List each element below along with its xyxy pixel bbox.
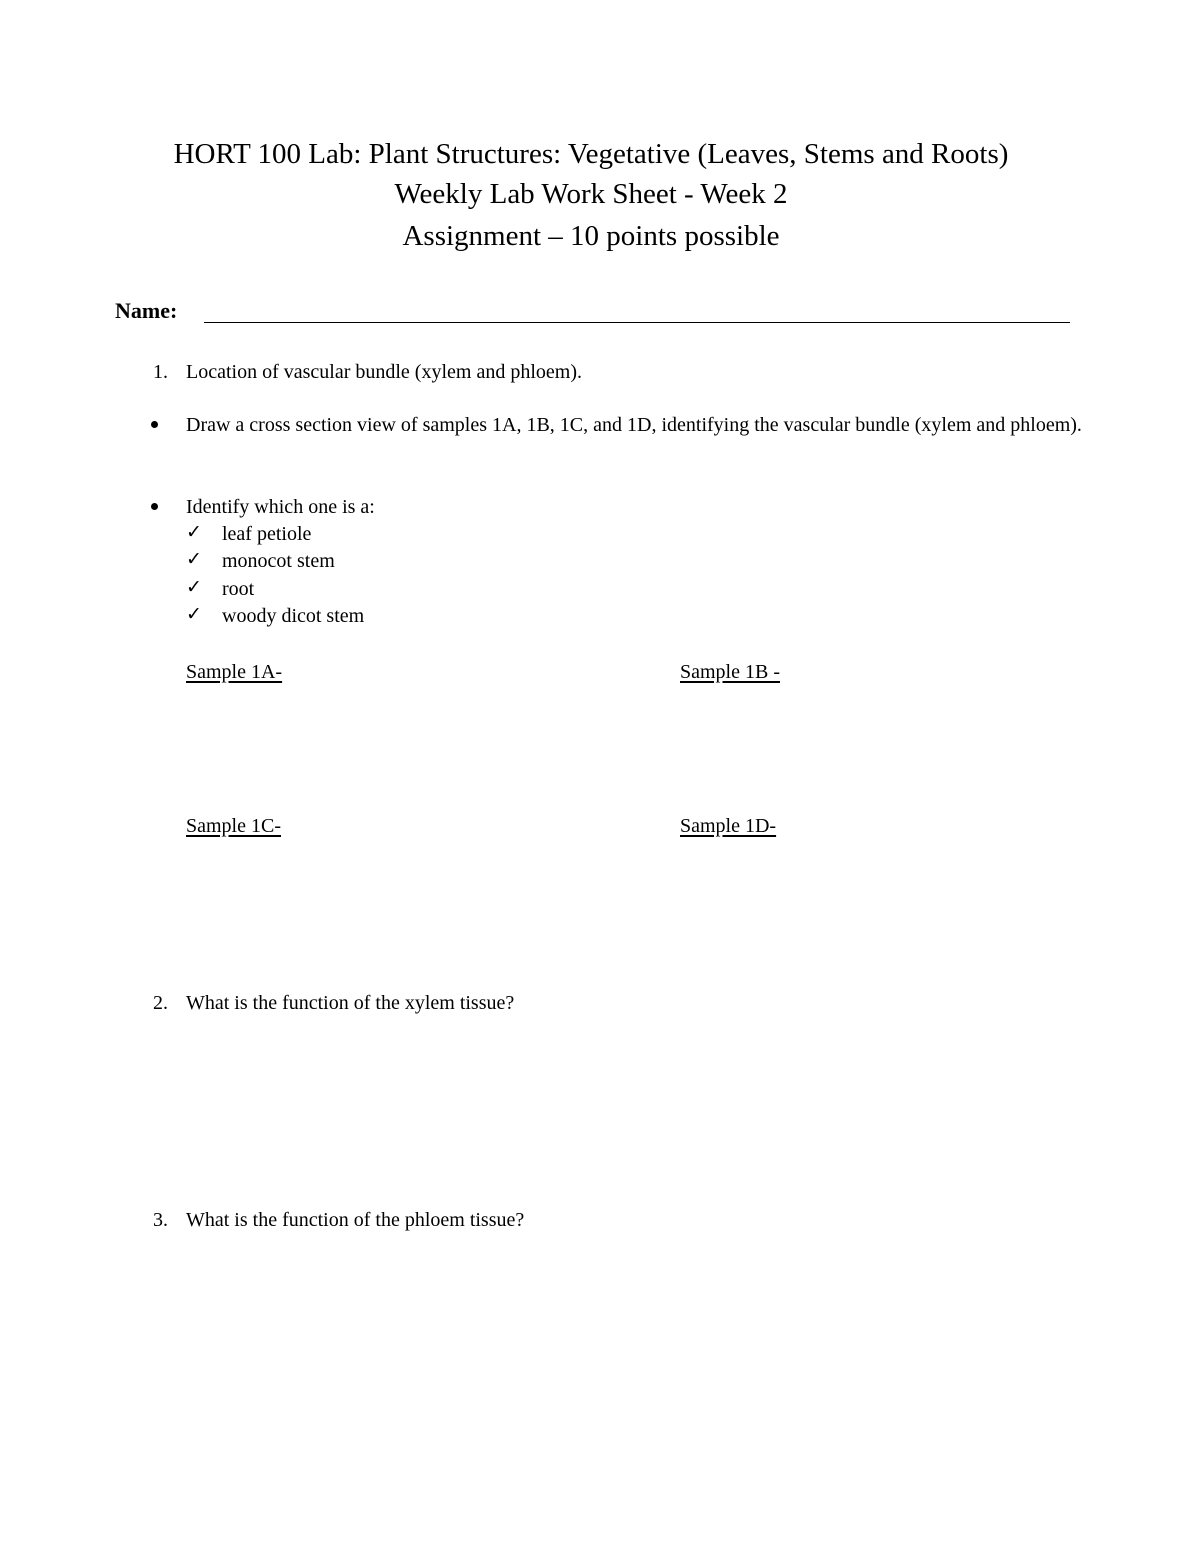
question-2-number: 2.	[153, 992, 168, 1014]
name-label: Name:	[115, 298, 178, 323]
check-item-woody-dicot-stem: woody dicot stem	[222, 605, 365, 627]
question-3-text: What is the function of the phloem tissue?	[186, 1209, 525, 1231]
bullet-draw-cross-section: Draw a cross section view of samples 1A, 1B, 1C, and 1D, identifying the vascular bundle (xylem and phloem).	[186, 414, 1082, 436]
question-2-text: What is the function of the xylem tissue?	[186, 992, 515, 1014]
check-item-leaf-petiole: leaf petiole	[222, 523, 312, 545]
checkmark-icon: ✓	[186, 577, 202, 598]
bullet-dot	[151, 503, 158, 510]
check-item-monocot-stem: monocot stem	[222, 550, 335, 572]
question-3-number: 3.	[153, 1209, 168, 1231]
sample-1c-label: Sample 1C-	[186, 815, 281, 837]
bullet-identify: Identify which one is a:	[186, 496, 375, 518]
name-blank-line[interactable]	[204, 322, 1070, 323]
checkmark-icon: ✓	[186, 522, 202, 543]
sample-1b-label: Sample 1B -	[680, 661, 780, 683]
sample-1a-label: Sample 1A-	[186, 661, 283, 683]
bullet-dot	[151, 421, 158, 428]
checkmark-icon: ✓	[186, 549, 202, 570]
assignment-points: Assignment – 10 points possible	[402, 220, 780, 252]
question-1-number: 1.	[153, 361, 168, 383]
name-field[interactable]	[115, 296, 1075, 330]
sample-1d-label: Sample 1D-	[680, 815, 777, 837]
check-item-root: root	[222, 578, 255, 600]
worksheet-title: HORT 100 Lab: Plant Structures: Vegetative (Leaves, Stems and Roots)	[173, 138, 1009, 170]
question-1-text: Location of vascular bundle (xylem and phloem).	[186, 361, 582, 383]
checkmark-icon: ✓	[186, 604, 202, 625]
worksheet-subtitle: Weekly Lab Work Sheet - Week 2	[394, 178, 788, 210]
